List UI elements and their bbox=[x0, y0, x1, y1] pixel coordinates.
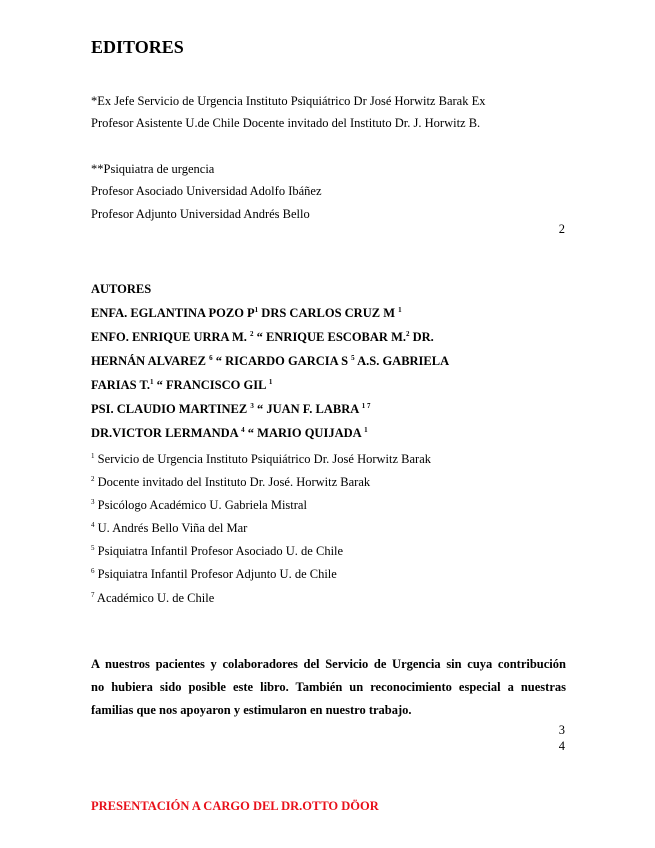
affiliation-item: $^2$ Docente invitado del Instituto Dr. José. Horwitz Barak bbox=[91, 474, 371, 489]
editor-line: Profesor Asistente U.de Chile Docente invitado del Instituto Dr. J. Horwitz B. bbox=[91, 116, 481, 130]
dedication-line: familias que nos apoyaron y estimularon en nuestro trabajo. bbox=[91, 703, 412, 717]
page-number: 2 bbox=[558, 222, 565, 236]
editor-line: *Ex Jefe Servicio de Urgencia Instituto Psiquiátrico Dr José Horwitz Barak Ex bbox=[91, 94, 486, 108]
dedication-line: A nuestros pacientes y colaboradores del Servicio de Urgencia sin cuya contribución bbox=[91, 657, 566, 671]
author-line: ENFO. ENRIQUE URRA M. $^2$ “ ENRIQUE ESCOBAR M.$^2$ DR. bbox=[91, 329, 434, 344]
editor-line: **Psiquiatra de urgencia bbox=[91, 162, 215, 176]
author-line: DR.VICTOR LERMANDA $^4$ “ MARIO QUIJADA $^1$ bbox=[91, 425, 368, 440]
affiliation-item: $^5$ Psiquiatra Infantil Profesor Asociado U. de Chile bbox=[91, 543, 344, 558]
editores-heading: EDITORES bbox=[91, 37, 184, 57]
page-number: 4 bbox=[558, 739, 565, 753]
page-number: 3 bbox=[558, 723, 565, 737]
affiliation-item: $^1$ Servicio de Urgencia Instituto Psiquiátrico Dr. José Horwitz Barak bbox=[91, 451, 432, 466]
author-line: FARIAS T.$^1$ “ FRANCISCO GIL $^1$ bbox=[91, 377, 273, 392]
autores-heading: AUTORES bbox=[91, 282, 152, 296]
author-line: PSI. CLAUDIO MARTINEZ $^3$ “ JUAN F. LABRA $^{1 7}$ bbox=[91, 401, 371, 416]
affiliation-item: $^6$ Psiquiatra Infantil Profesor Adjunto U. de Chile bbox=[91, 566, 337, 581]
editor-line: Profesor Asociado Universidad Adolfo Ibáñez bbox=[91, 184, 322, 198]
author-line: ENFA. EGLANTINA POZO $P^1$ DRS CARLOS CRUZ M $^1$ bbox=[91, 305, 402, 320]
presentacion-heading: PRESENTACIÓN A CARGO DEL DR.OTTO DÖOR bbox=[91, 799, 379, 813]
dedication-line: no hubiera sido posible este libro. También un reconocimiento especial a nuestras bbox=[91, 680, 566, 694]
editor-line: Profesor Adjunto Universidad Andrés Bello bbox=[91, 207, 310, 221]
affiliation-item: $^7$ Académico U. de Chile bbox=[91, 590, 215, 605]
author-line: HERNÁN ALVAREZ $^6$ “ RICARDO GARCIA S $^5$ A.S. GABRIELA bbox=[91, 353, 450, 368]
affiliation-item: $^4$ U. Andrés Bello Viña del Mar bbox=[91, 520, 248, 535]
affiliation-item: $^3$ Psicólogo Académico U. Gabriela Mistral bbox=[91, 497, 307, 512]
